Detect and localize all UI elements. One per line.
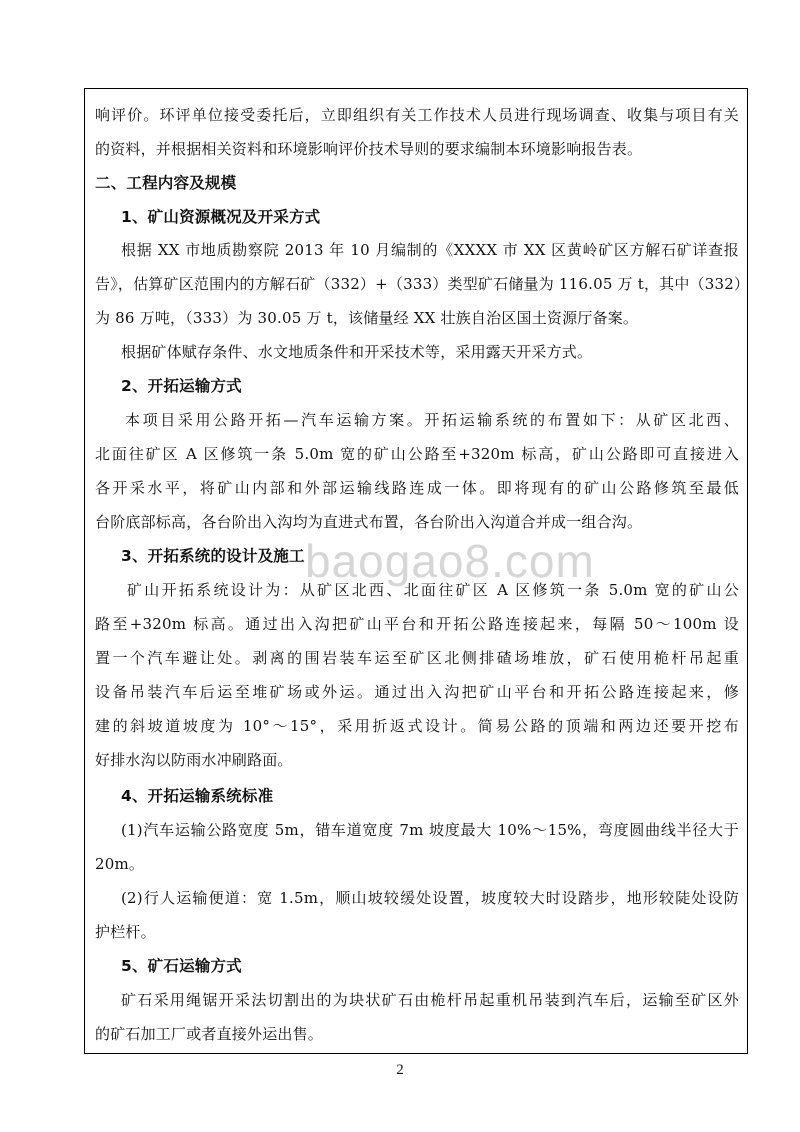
body-text-line: 矿石采用绳锯开采法切割出的为块状矿石由桅杆吊起重机吊装到汽车后，运输至矿区外: [121, 991, 739, 1009]
body-text-line: 响评价。环评单位接受委托后，立即组织有关工作技术人员进行现场调查、收集与项目有关: [95, 105, 739, 124]
body-text-line: 北面往矿区 A 区修筑一条 5.0m 宽的矿山公路至+320m 标高，矿山公路即可直接进入: [95, 445, 739, 464]
body-text-line: 台阶底部标高，各台阶出入沟均为直进式布置，各台阶出入沟道合并成一组合沟。: [95, 513, 643, 532]
body-text-line: (1)汽车运输公路宽度 5m，错车道宽度 7m 坡度最大 10%～15%，弯度圆曲线半径大于: [121, 821, 739, 840]
body-text-line: 护栏杆。: [95, 923, 156, 942]
body-text-line: 各开采水平，将矿山内部和外部运输线路连成一体。即将现有的矿山公路修筑至最低: [95, 479, 739, 498]
body-text-line: 的资料，并根据相关资料和环境影响评价技术导则的要求编制本环境影响报告表。: [95, 139, 643, 158]
document-frame: [84, 88, 748, 1054]
body-text-line: 告》，估算矿区范围内的方解石矿（332）+（333）类型矿石储量为 116.05 万 t，其中（332）: [95, 275, 750, 294]
body-text-line: 路至+320m 标高。通过出入沟把矿山平台和开拓公路连接起来，每隔 50～100m 设: [95, 615, 739, 634]
body-text-line: 本项目采用公路开拓—汽车运输方案。开拓运输系统的布置如下：从矿区北西、: [125, 411, 739, 430]
subsection-heading: 2、开拓运输方式: [121, 377, 242, 396]
subsection-heading: 1、矿山资源概况及开采方式: [121, 207, 321, 226]
subsection-heading: 4、开拓运输系统标准: [121, 787, 274, 806]
subsection-heading: 3、开拓系统的设计及施工: [121, 547, 305, 566]
section-heading: 二、工程内容及规模: [95, 173, 237, 192]
body-text-line: 矿山开拓系统设计为：从矿区北西、北面往矿区 A 区修筑一条 5.0m 宽的矿山公: [127, 581, 739, 600]
body-text-line: 为 86 万吨，（333）为 30.05 万 t，该储量经 XX 壮族自治区国土资源厅备案。: [95, 309, 639, 328]
body-text-line: 20m。: [95, 855, 145, 874]
body-text-line: 好排水沟以防雨水冲刷路面。: [95, 751, 293, 770]
watermark: baogao8.com: [305, 535, 595, 587]
body-text-line: 根据 XX 市地质勘察院 2013 年 10 月编制的《XXXX 市 XX 区黄岭矿区方解石矿详查报: [121, 241, 739, 260]
body-text-line: (2)行人运输便道：宽 1.5m，顺山坡较缓处设置，坡度较大时设踏步，地形较陡处设防: [121, 889, 739, 908]
body-text-line: 设备吊装汽车后运至堆矿场或外运。通过出入沟把矿山平台和开拓公路连接起来，修: [95, 683, 739, 702]
page-number: 2: [396, 1062, 404, 1078]
body-text-line: 根据矿体赋存条件、水文地质条件和开采技术等，采用露天开采方式。: [121, 343, 593, 362]
body-text-line: 的矿石加工厂或者直接外运出售。: [95, 1025, 324, 1043]
body-text-line: 置一个汽车避让处。剥离的围岩装车运至矿区北侧排碴场堆放，矿石使用桅杆吊起重: [95, 649, 739, 668]
subsection-heading: 5、矿石运输方式: [121, 957, 242, 976]
body-text-line: 建的斜坡道坡度为 10°～15°，采用折返式设计。简易公路的顶端和两边还要开挖布: [95, 717, 739, 736]
